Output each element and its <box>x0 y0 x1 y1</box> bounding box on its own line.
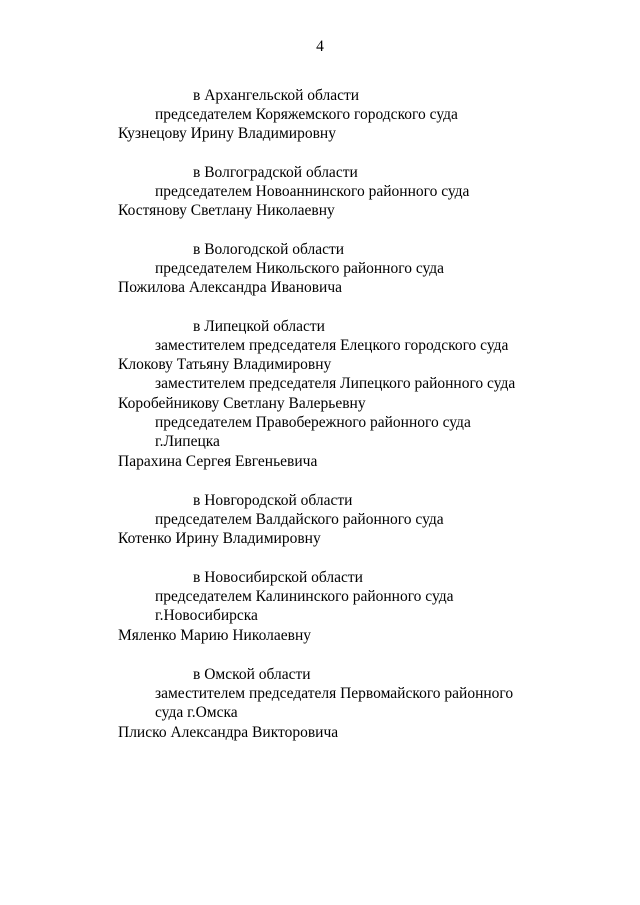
region-heading: в Волгоградской области <box>193 164 358 181</box>
region-heading: в Архангельской области <box>193 87 360 104</box>
appointment-position: председателем Правобережного районного суда <box>155 414 471 431</box>
appointment-position: суда г.Омска <box>155 704 238 721</box>
appointee-name: Клокову Татьяну Владимировну <box>118 356 332 373</box>
appointment-position: заместителем председателя Первомайского районного <box>155 685 514 702</box>
appointee-name: Плиско Александра Викторовича <box>118 724 339 741</box>
appointment-position: председателем Валдайского районного суда <box>155 511 444 528</box>
appointee-name: Пожилова Александра Ивановича <box>118 279 343 296</box>
appointment-position: г.Новосибирска <box>155 607 258 624</box>
region-heading: в Липецкой области <box>193 318 325 335</box>
appointment-position: председателем Калининского районного суда <box>155 588 454 605</box>
appointment-position: председателем Новоаннинского районного суда <box>155 183 470 200</box>
appointee-name: Мяленко Марию Николаевну <box>118 627 311 644</box>
appointment-position: заместителем председателя Липецкого районного суда <box>155 375 516 392</box>
region-heading: в Вологодской области <box>193 241 345 258</box>
region-heading: в Новгородской области <box>193 492 353 509</box>
appointee-name: Костянову Светлану Николаевну <box>118 202 335 219</box>
appointee-name: Парахина Сергея Евгеньевича <box>118 453 318 470</box>
region-heading: в Новосибирской области <box>193 569 363 586</box>
appointment-position: председателем Никольского районного суда <box>155 260 445 277</box>
appointment-position: заместителем председателя Елецкого городского суда <box>155 337 509 354</box>
appointee-name: Кузнецову Ирину Владимировну <box>118 125 336 142</box>
appointee-name: Коробейникову Светлану Валерьевну <box>118 395 366 412</box>
region-heading: в Омской области <box>193 666 311 683</box>
appointee-name: Котенко Ирину Владимировну <box>118 530 321 547</box>
appointment-position: председателем Коряжемского городского суда <box>155 106 458 123</box>
appointment-position: г.Липецка <box>155 433 220 450</box>
page-number: 4 <box>316 38 324 55</box>
